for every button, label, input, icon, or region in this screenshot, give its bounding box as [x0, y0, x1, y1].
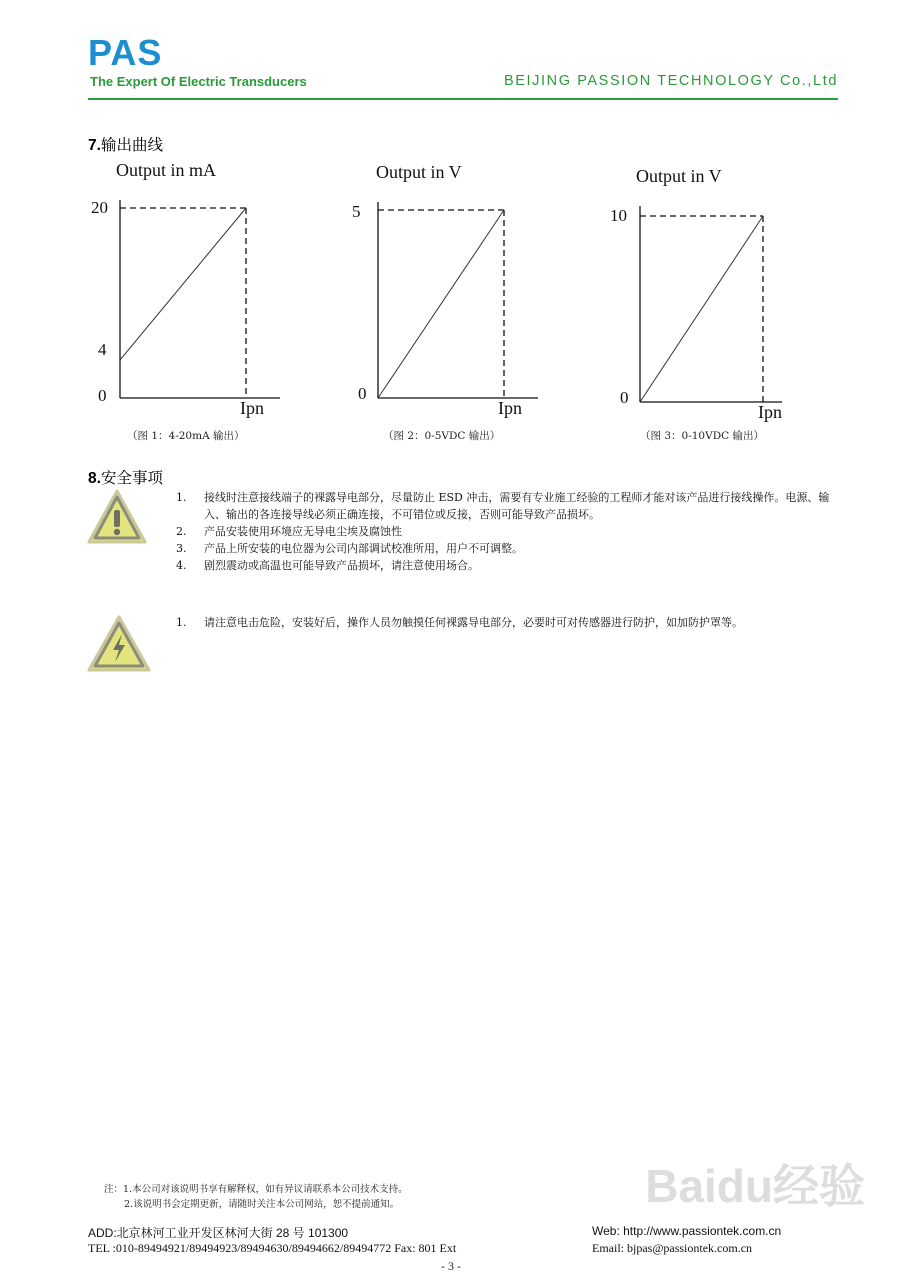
series-line: [120, 208, 246, 360]
company-phone: TEL :010-89494921/89494923/89494630/89494662/89494772 Fax: 801 Ext: [88, 1241, 457, 1255]
list-item: 1. 接线时注意接线端子的裸露导电部分，尽量防止 ESD 冲击，需要有专业施工经验的工程师才能对该产品进行接线操作。电源、输入、输出的各连接导线必须正确连接，不可错位或反接，否则可能导致产品损坏。: [176, 491, 830, 521]
list-item: 3. 产品上所安装的电位器为公司内部调试校准所用，用户不可调整。: [176, 542, 523, 555]
electric-shock-icon: [86, 614, 152, 674]
y-tick-mid: 4: [98, 340, 107, 359]
y-tick-max: 10: [610, 206, 627, 225]
chart-caption: （图 3：0-10VDC 输出）: [640, 430, 764, 442]
chart-title: Output in V: [376, 162, 462, 182]
chart-title: Output in V: [636, 166, 722, 186]
chart-0-10vdc: [608, 156, 838, 422]
safety-list-1: [176, 489, 840, 574]
chart-0-5vdc: [346, 152, 576, 418]
company-logo: PAS: [88, 32, 163, 73]
chart-plot: [346, 152, 576, 412]
company-name: BEIJING PASSION TECHNOLOGY Co.,Ltd: [503, 73, 838, 89]
x-axis-label: Ipn: [240, 398, 264, 418]
company-address: ADD:北京林河工业开发区林河大街 28 号 101300: [88, 1226, 349, 1240]
header-divider: [88, 98, 838, 100]
list-item: 2. 产品安装使用环境应无导电尘埃及腐蚀性: [176, 525, 402, 538]
chart-caption: （图 2：0-5VDC 输出）: [383, 430, 501, 442]
series-line: [640, 216, 763, 402]
company-email[interactable]: Email: bjpas@passiontek.com.cn: [592, 1241, 753, 1255]
y-tick-zero: 0: [358, 384, 367, 403]
footer-note-1: 注：1.本公司对该说明书享有解释权，如有异议请联系本公司技术支持。: [104, 1184, 408, 1195]
y-tick-max: 5: [352, 202, 361, 221]
footer-note-2: 2.该说明书会定期更新，请随时关注本公司网站，恕不提前通知。: [124, 1199, 400, 1210]
chart-plot: [608, 156, 838, 416]
y-tick-zero: 0: [620, 388, 629, 407]
warning-exclamation-icon: [86, 488, 148, 546]
chart-title: Output in mA: [116, 160, 217, 180]
section-8-heading: [88, 466, 163, 488]
section-7-number: 7.: [88, 137, 101, 154]
x-axis-label: Ipn: [758, 402, 782, 422]
x-axis-label: Ipn: [498, 398, 522, 418]
chart-caption: （图 1：4-20mA 输出）: [127, 430, 245, 442]
section-8-title: 安全事项: [100, 469, 163, 487]
list-item: 4. 剧烈震动或高温也可能导致产品损坏，请注意使用场合。: [176, 559, 479, 572]
page-number: - 3 -: [441, 1259, 461, 1273]
chart-plot: [88, 150, 318, 410]
y-tick-max: 20: [91, 198, 108, 217]
list-item: 1. 请注意电击危险，安装好后，操作人员勿触摸任何裸露导电部分，必要时可对传感器进行防护，如加防护罩等。: [176, 616, 743, 629]
section-7-title: 输出曲线: [100, 136, 163, 154]
chart-4-20ma: [88, 150, 318, 418]
series-line: [378, 210, 504, 398]
company-tagline: The Expert Of Electric Transducers: [90, 74, 307, 89]
section-8-number: 8.: [88, 470, 101, 487]
safety-list-2: [176, 614, 840, 631]
y-tick-zero: 0: [98, 386, 107, 405]
company-website[interactable]: Web: http://www.passiontek.com.cn: [592, 1224, 782, 1238]
watermark: Baidu经验: [645, 1160, 865, 1212]
